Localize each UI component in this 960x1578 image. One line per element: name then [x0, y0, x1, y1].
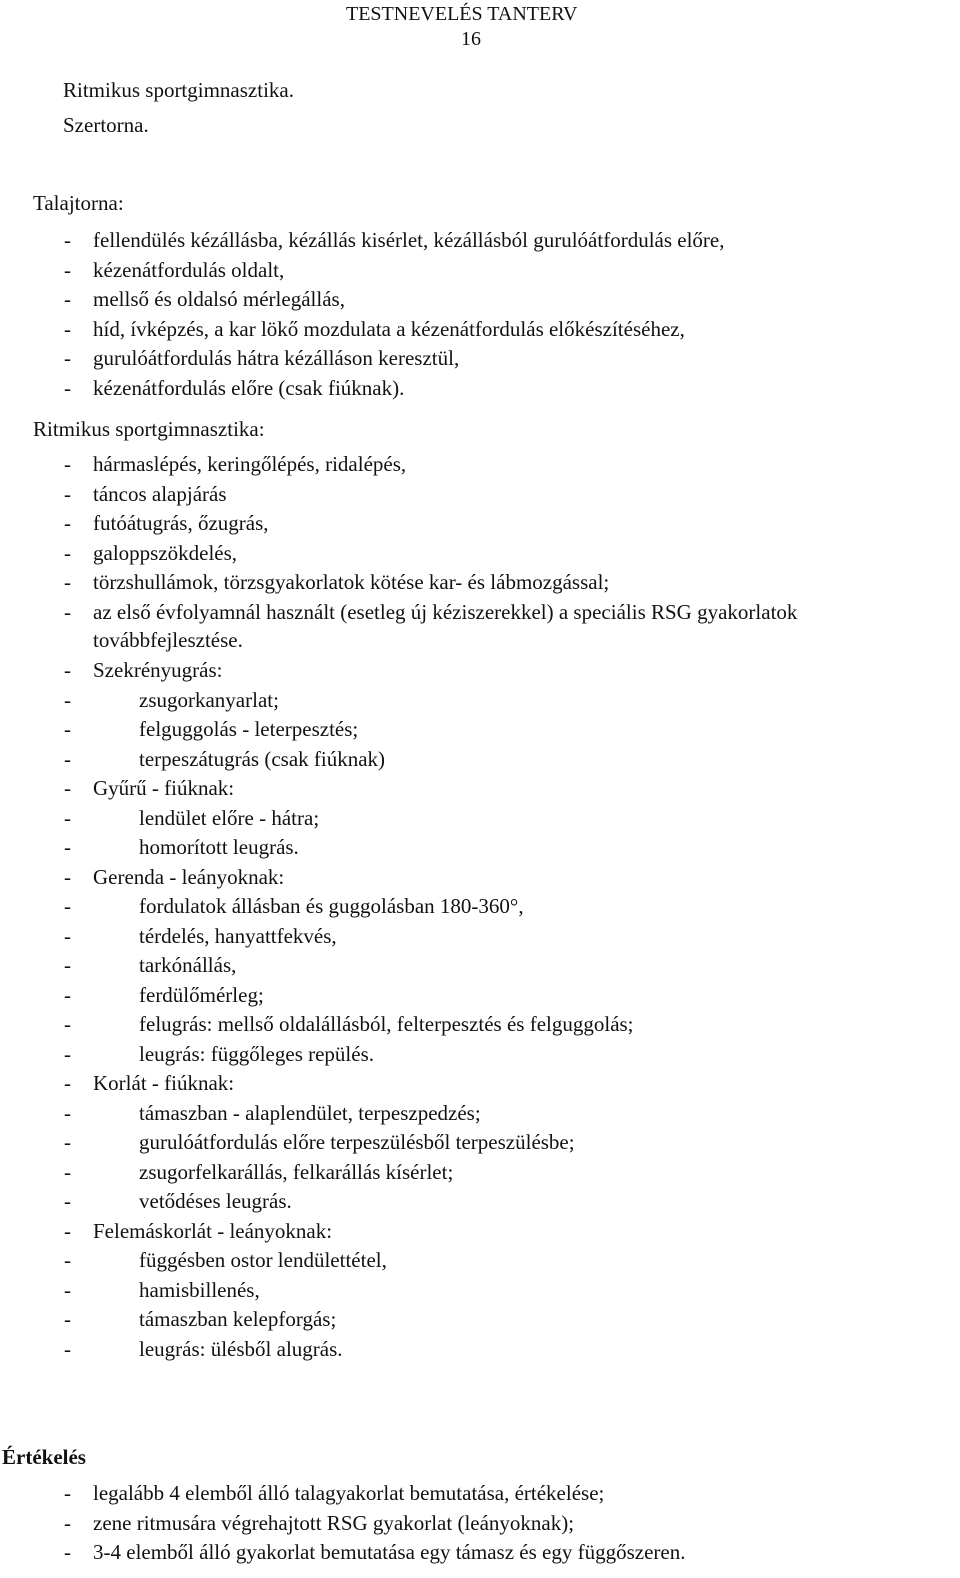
list-item: - törzshullámok, törzsgyakorlatok kötése kar- és lábmozgással; — [64, 570, 610, 594]
list-item: - az első évfolyamnál használt (esetleg új kéziszerekkel) a speciális RSG gyakorlatok — [64, 599, 798, 624]
list-item: - táncos alapjárás — [64, 481, 227, 506]
list-item: - lendület előre - hátra; — [64, 805, 320, 830]
list-item: - galoppszökdelés, — [64, 540, 238, 565]
list-item: - terpeszátugrás (csak fiúknak) — [64, 746, 386, 771]
list-item: - gurulóátfordulás előre terpeszülésből terpeszülésbe; — [64, 1130, 575, 1154]
apparatus-list — [64, 656, 924, 1364]
list-item: - fellendülés kézállásba, kézállás kisérlet, kézállásból gurulóátfordulás előre, — [64, 228, 725, 252]
list-item: - kézenátfordulás előre (csak fiúknak). — [64, 375, 405, 400]
rsg-continuation: továbbfejlesztése. — [93, 628, 243, 652]
evaluation-list — [64, 1479, 944, 1568]
list-item: - leugrás: függőleges repülés. — [64, 1041, 375, 1066]
apparatus-title-korlat: - Korlát - fiúknak: — [64, 1071, 235, 1095]
list-item: - zsugorfelkarállás, felkarállás kísérlet; — [64, 1159, 454, 1184]
list-item: - zene ritmusára végrehajtott RSG gyakorlat (leányoknak); — [64, 1510, 575, 1535]
intro-line-1: Ritmikus sportgimnasztika. — [63, 78, 294, 102]
list-item: - tarkónállás, — [64, 953, 237, 977]
apparatus-title-gerenda: - Gerenda - leányoknak: — [64, 864, 285, 889]
list-item: - térdelés, hanyattfekvés, — [64, 923, 337, 948]
section-title-rsg: Ritmikus sportgimnasztika: — [33, 417, 265, 441]
apparatus-title-felemaskorlat: - Felemáskorlát - leányoknak: — [64, 1218, 333, 1243]
list-item: - felguggolás - leterpesztés; — [64, 717, 359, 741]
list-item: - mellső és oldalsó mérlegállás, — [64, 287, 345, 311]
list-item: - függésben ostor lendülettétel, — [64, 1248, 387, 1272]
list-item: - futóátugrás, őzugrás, — [64, 511, 269, 535]
list-item: - ferdülőmérleg; — [64, 982, 264, 1007]
list-item: - hamisbillenés, — [64, 1277, 260, 1302]
list-item: - kézenátfordulás oldalt, — [64, 257, 285, 282]
list-item: - hármaslépés, keringőlépés, ridalépés, — [64, 452, 407, 476]
list-item: - támaszban kelepforgás; — [64, 1307, 337, 1331]
section-title-talajtorna: Talajtorna: — [33, 191, 124, 215]
apparatus-title-gyuru: - Gyűrű - fiúknak: — [64, 776, 235, 800]
list-item: - zsugorkanyarlat; — [64, 687, 279, 712]
list-item: - híd, ívképzés, a kar lökő mozdulata a kézenátfordulás előkészítéséhez, — [64, 316, 685, 341]
list-item: - támaszban - alaplendület, terpeszpedzés; — [64, 1100, 481, 1125]
list-item: - gurulóátfordulás hátra kézálláson keresztül, — [64, 346, 460, 370]
list-item: - homorított leugrás. — [64, 835, 299, 859]
list-item: - fordulatok állásban és guggolásban 180-360°, — [64, 894, 524, 918]
list-item: - felugrás: mellső oldalállásból, felterpesztés és felguggolás; — [64, 1012, 634, 1036]
page-number: 16 — [461, 28, 481, 50]
list-item: - 3-4 elemből álló gyakorlat bemutatása egy támasz és egy függőszeren. — [64, 1540, 686, 1564]
list-item: - leugrás: ülésből alugrás. — [64, 1336, 343, 1361]
list-item: - vetődéses leugrás. — [64, 1189, 292, 1213]
running-header-title: TESTNEVELÉS TANTERV — [346, 3, 578, 25]
talajtorna-list — [64, 226, 924, 403]
apparatus-title-szekreny: - Szekrényugrás: — [64, 658, 223, 682]
rsg-list — [64, 450, 944, 627]
section-title-evaluation: Értékelés — [2, 1445, 86, 1469]
intro-line-2: Szertorna. — [63, 113, 149, 137]
list-item: - legalább 4 elemből álló talagyakorlat bemutatása, értékelése; — [64, 1481, 605, 1505]
